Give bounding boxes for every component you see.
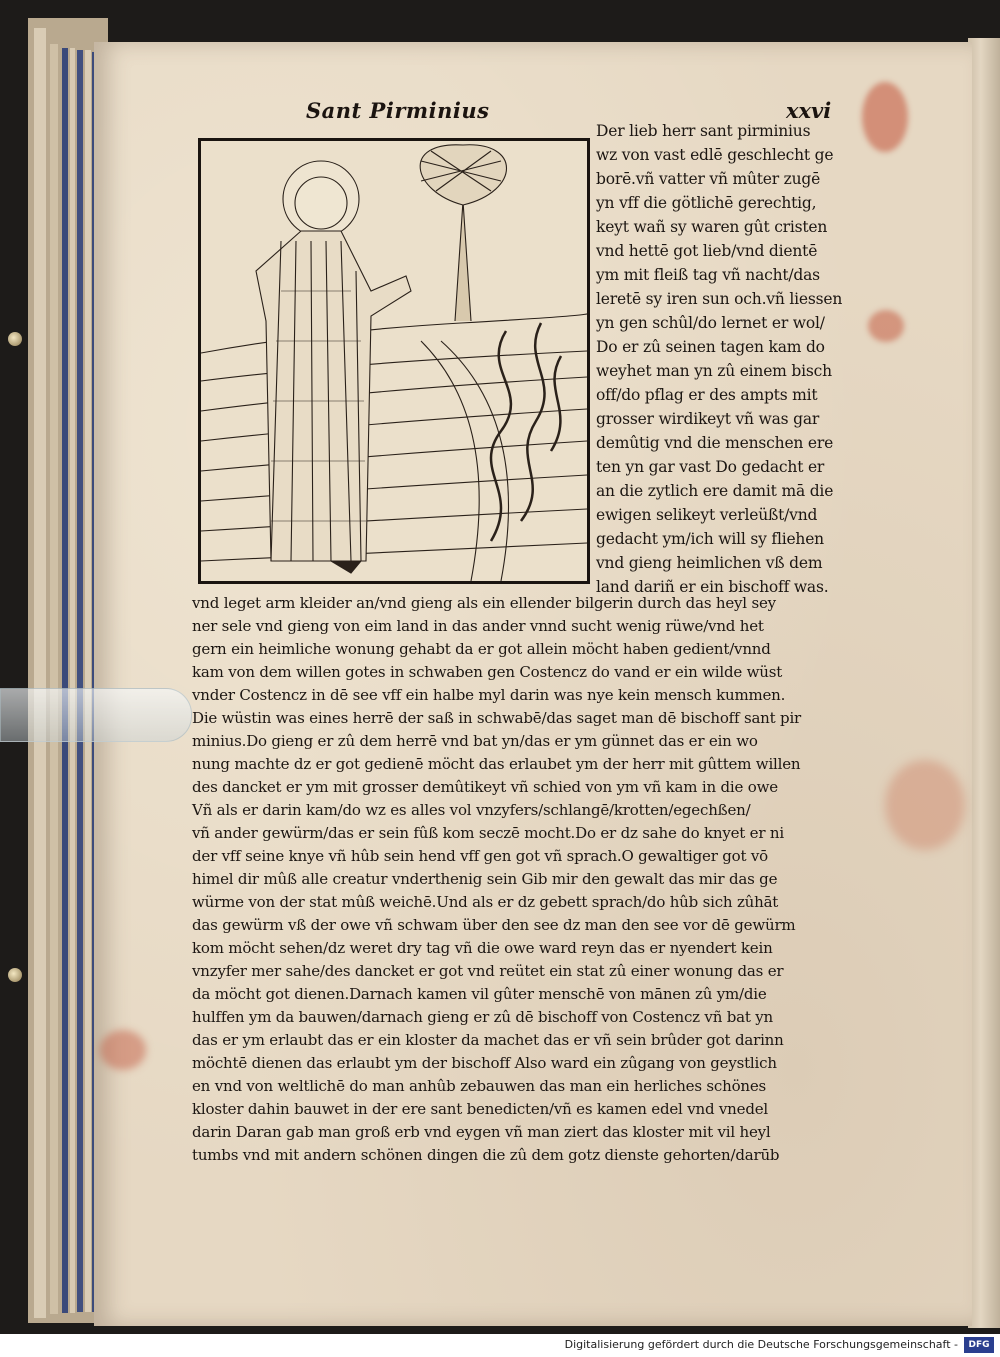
- text-line: vnd gieng heimlichen vß dem: [596, 554, 823, 572]
- text-line: Der lieb herr sant pirminius: [596, 122, 811, 140]
- stain-top-right: [862, 82, 908, 152]
- text-line: vnder Costencz in dē see vff ein halbe myl darin was nye kein mensch kummen.: [192, 686, 786, 704]
- text-line: Vñ als er darin kam/do wz es alles vol vnzyfers/schlangē/krotten/egechßen/: [192, 801, 751, 819]
- footer-bar: [0, 1334, 1000, 1357]
- text-line: ewigen selikeyt verleüßt/vnd: [596, 506, 818, 524]
- text-line: des dancket er ym mit grosser demûtikeyt vñ schied von ym vñ kam in die owe: [192, 778, 778, 796]
- text-line: wz von vast edlē geschlecht ge: [596, 146, 834, 164]
- text-line: en vnd von weltlichē do man anhûb zebauwen das man ein herliches schönes: [192, 1077, 767, 1095]
- text-line: yn vff die götlichē gerechtig,: [596, 194, 817, 212]
- text-line: keyt wañ sy waren gût cristen: [596, 218, 828, 236]
- text-line: Do er zû seinen tagen kam do: [596, 338, 825, 356]
- text-line: da möcht got dienen.Darnach kamen vil gûter menschē von mānen zû ym/die: [192, 985, 767, 1003]
- text-line: gedacht ym/ich will sy fliehen: [596, 530, 824, 548]
- text-line: das gewürm vß der owe vñ schwam über den see dz man den see vor dē gewürm: [192, 916, 796, 934]
- transparent-page-weight: [0, 688, 192, 742]
- text-line: tumbs vnd mit andern schönen dingen die zû dem gotz dienste gehorten/darūb: [192, 1146, 780, 1164]
- funding-credit: Digitalisierung gefördert durch die Deutsche Forschungsgemeinschaft -: [564, 1338, 958, 1351]
- text-line: weyhet man yn zû einem bisch: [596, 362, 832, 380]
- text-line: darin Daran gab man groß erb vnd eygen vñ man ziert das kloster mit vil heyl: [192, 1123, 771, 1141]
- page-running-title: Sant Pirminius: [306, 98, 490, 123]
- text-line: das er ym erlaubt das er ein kloster da machet das er vñ sein brûder got darinn: [192, 1031, 784, 1049]
- text-line: Die wüstin was eines herrē der saß in schwabē/das saget man dē bischoff sant pir: [192, 709, 802, 727]
- clasp-top: [8, 332, 22, 346]
- text-line: vnd hettē got lieb/vnd dientē: [596, 242, 818, 260]
- stain-lower-right: [885, 760, 965, 850]
- text-line: vñ ander gewürm/das er sein fûß kom seczē mocht.Do er dz sahe do knyet er ni: [192, 824, 784, 842]
- text-line: gern ein heimliche wonung gehabt da er got allein möcht haben gedient/vnnd: [192, 640, 771, 658]
- woodcut-illustration: [198, 138, 590, 584]
- text-line: hulffen ym da bauwen/darnach gieng er zû dē bischoff von Costencz vñ bat yn: [192, 1008, 774, 1026]
- text-line: vnzyfer mer sahe/des dancket er got vnd reütet ein stat zû einer wonung das er: [192, 962, 784, 980]
- dfg-logo: DFG: [964, 1337, 994, 1353]
- saint-pirminius-woodcut-image: [201, 141, 587, 581]
- text-line: off/do pflag er des ampts mit: [596, 386, 818, 404]
- text-line: ner sele vnd gieng von eim land in das ander vnnd sucht wenig rüwe/vnd het: [192, 617, 764, 635]
- text-line: nung machte dz er got gedienē möcht das erlaubet ym der herr mit gûttem willen: [192, 755, 801, 773]
- text-line: möchtē dienen das erlaubt ym der bischoff Also ward ein zûgang von geystlich: [192, 1054, 777, 1072]
- right-page-edge: [968, 38, 1000, 1328]
- text-line: ym mit fleiß tag vñ nacht/das: [596, 266, 820, 284]
- text-line: minius.Do gieng er zû dem herrē vnd bat yn/das er ym günnet das er ein wo: [192, 732, 758, 750]
- folio-number: xxvi: [786, 98, 832, 123]
- text-line: land dariñ er ein bischoff was.: [596, 578, 829, 596]
- text-line: kloster dahin bauwet in der ere sant benedicten/vñ es kamen edel vnd vnedel: [192, 1100, 768, 1118]
- text-line: der vff seine knye vñ hûb sein hend vff gen got vñ sprach.O gewaltiger got vō: [192, 847, 769, 865]
- text-line: würme von der stat mûß weichē.Und als er dz gebett sprach/do hûb sich zûhāt: [192, 893, 779, 911]
- text-line: ten yn gar vast Do gedacht er: [596, 458, 825, 476]
- text-line: yn gen schûl/do lernet er wol/: [596, 314, 825, 332]
- text-line: kom möcht sehen/dz weret dry tag vñ die owe ward reyn das er nyendert kein: [192, 939, 773, 957]
- text-line: borē.vñ vatter vñ mûter zugē: [596, 170, 821, 188]
- text-line: vnd leget arm kleider an/vnd gieng als ein ellender bilgerin durch das heyl sey: [192, 594, 776, 612]
- text-line: grosser wirdikeyt vñ was gar: [596, 410, 820, 428]
- text-line: leretē sy iren sun och.vñ liessen: [596, 290, 843, 308]
- text-line: kam von dem willen gotes in schwaben gen Costencz do vand er ein wilde wüst: [192, 663, 783, 681]
- stain-mid-right: [868, 310, 904, 342]
- clasp-bottom: [8, 968, 22, 982]
- text-line: himel dir mûß alle creatur vnderthenig sein Gib mir den gewalt das mir das ge: [192, 870, 778, 888]
- text-line: demûtig vnd die menschen ere: [596, 434, 834, 452]
- text-line: an die zytlich ere damit mā die: [596, 482, 834, 500]
- stain-left: [100, 1030, 146, 1070]
